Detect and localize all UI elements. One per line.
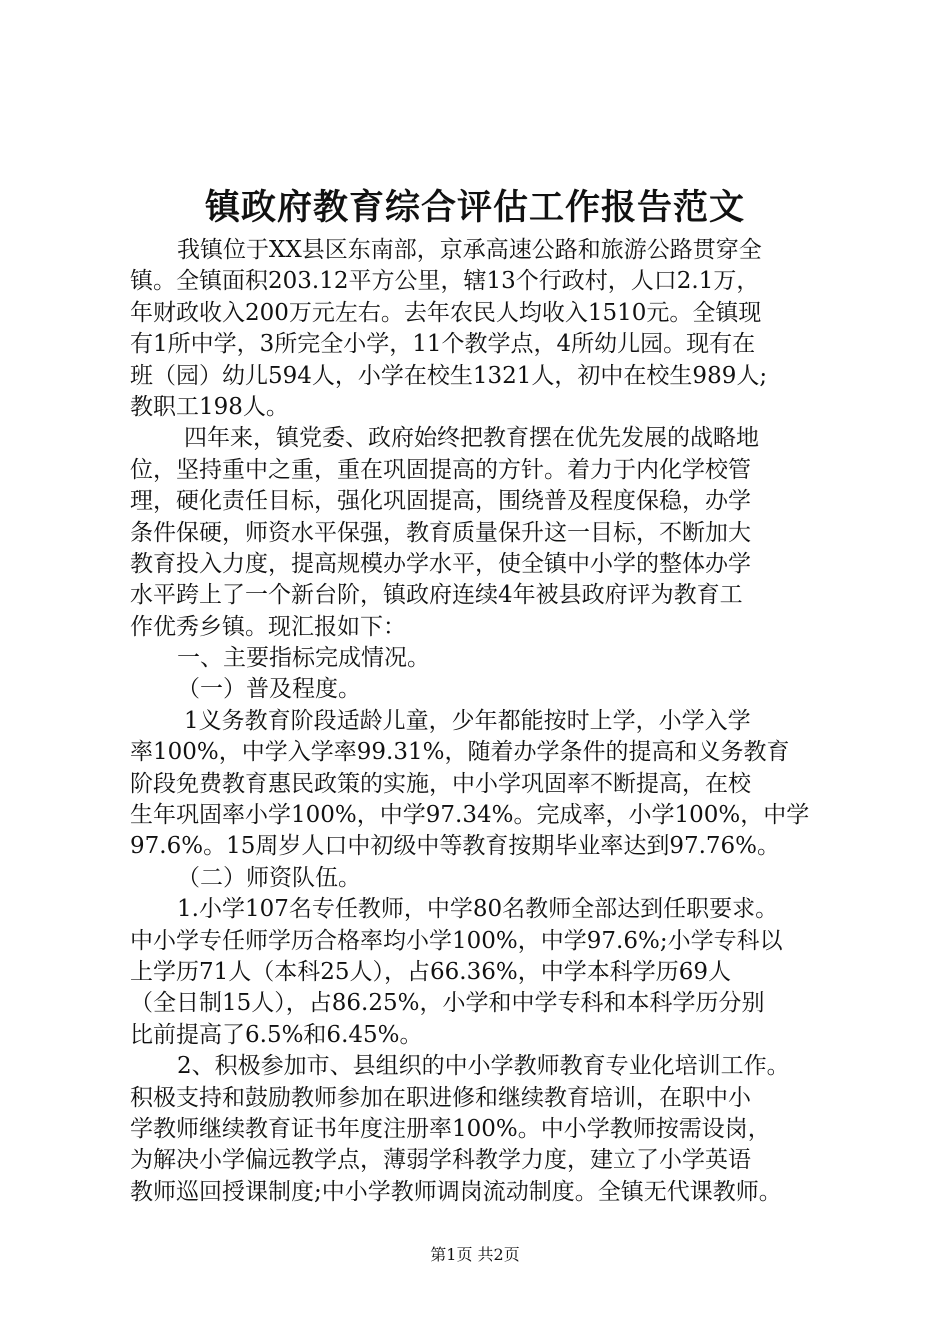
page-number: 第1页 共2页 — [430, 1245, 520, 1264]
text-line: 学教师继续教育证书年度注册率100%。中小学教师按需设岗， — [130, 1115, 771, 1142]
text-line: 积极支持和鼓励教师参加在职进修和继续教育培训，在职中小 — [130, 1084, 751, 1111]
text-line: 理，硬化责任目标，强化巩固提高，围绕普及程度保稳，办学 — [130, 488, 751, 515]
text-line: 比前提高了6.5%和6.45%。 — [130, 1021, 423, 1048]
text-line: 教育投入力度，提高规模办学水平，使全镇中小学的整体办学 — [130, 550, 751, 577]
text-line: 阶段免费教育惠民政策的实施，中小学巩固率不断提高，在校 — [130, 770, 751, 797]
text-line: 中小学专任师学历合格率均小学100%，中学97.6%;小学专科以 — [130, 927, 783, 954]
text-line: 97.6%。15周岁人口中初级中等教育按期毕业率达到97.76%。 — [130, 833, 781, 860]
text-line: 1义务教育阶段适龄儿童，少年都能按时上学，小学入学 — [184, 707, 751, 734]
text-line: 2、积极参加市、县组织的中小学教师教育专业化培训工作。 — [177, 1053, 790, 1080]
text-line: 我镇位于XX县区东南部，京承高速公路和旅游公路贯穿全 — [177, 237, 762, 263]
text-line: 1.小学107名专任教师，中学80名教师全部达到任职要求。 — [177, 896, 779, 923]
text-line: 有1所中学，3所完全小学，11个教学点，4所幼儿园。现有在 — [130, 331, 756, 358]
text-line: 年财政收入200万元左右。去年农民人均收入1510元。全镇现 — [130, 299, 762, 326]
document-title: 镇政府教育综合评估工作报告范文 — [204, 187, 745, 228]
text-line: 四年来，镇党委、政府始终把教育摆在优先发展的战略地 — [184, 425, 759, 452]
text-line: 为解决小学偏远教学点，薄弱学科教学力度，建立了小学英语 — [130, 1147, 751, 1174]
text-line: 镇。全镇面积203.12平方公里，辖13个行政村，人口2.1万， — [130, 268, 760, 295]
subsection-heading: （一）普及程度。 — [177, 676, 361, 703]
text-line: 条件保硬，师资水平保强，教育质量保升这一目标，不断加大 — [130, 519, 751, 546]
text-line: 教职工198人。 — [130, 393, 289, 420]
text-line: 教师巡回授课制度;中小学教师调岗流动制度。全镇无代课教师。 — [130, 1178, 782, 1205]
text-line: 位，坚持重中之重，重在巩固提高的方针。着力于内化学校管 — [130, 456, 751, 483]
section-heading: 一、主要指标完成情况。 — [177, 645, 430, 672]
subsection-heading: （二）师资队伍。 — [177, 864, 361, 891]
text-line: 班（园）幼儿594人，小学在校生1321人，初中在校生989人; — [130, 362, 768, 389]
text-line: 水平跨上了一个新台阶，镇政府连续4年被县政府评为教育工 — [130, 582, 743, 609]
text-line: （全日制15人），占86.25%，小学和中学专科和本科学历分别 — [130, 990, 765, 1017]
text-line: 率100%，中学入学率99.31%，随着办学条件的提高和义务教育 — [130, 739, 790, 766]
text-line: 生年巩固率小学100%，中学97.34%。完成率，小学100%，中学 — [130, 802, 810, 829]
text-line: 上学历71人（本科25人），占66.36%，中学本科学历69人 — [130, 958, 731, 985]
document-body — [130, 235, 830, 1208]
text-line: 作优秀乡镇。现汇报如下： — [130, 613, 406, 640]
